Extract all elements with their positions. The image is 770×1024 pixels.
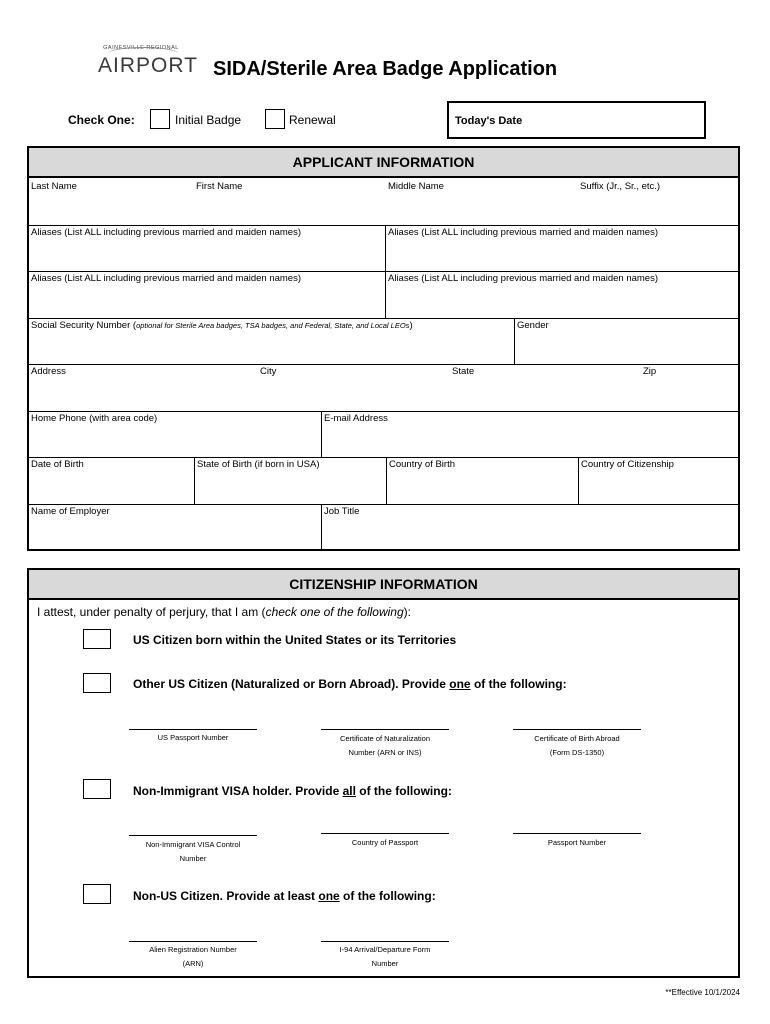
first-name-label: First Name (196, 181, 243, 192)
visa-control-line[interactable] (129, 835, 257, 836)
page-title: SIDA/Sterile Area Badge Application (213, 58, 558, 80)
renewal-checkbox[interactable] (265, 109, 285, 129)
passport-number-label: Passport Number (547, 838, 607, 847)
last-name-label: Last Name (31, 181, 77, 192)
us-born-checkbox[interactable] (83, 629, 111, 649)
city-label: City (260, 366, 277, 377)
birth-abroad-label: Certificate of Birth Abroad (Form DS-1350) (534, 734, 620, 757)
citizenship-heading: CITIZENSHIP INFORMATION (29, 570, 738, 600)
naturalization-label: Certificate of Naturalization Number (ARN or INS) (339, 734, 431, 757)
state-of-birth-label: State of Birth (if born in USA) (197, 459, 320, 470)
visa-holder-checkbox[interactable] (83, 779, 111, 799)
logo-main-text: AIRPORT (98, 54, 198, 77)
zip-label: Zip (643, 366, 657, 377)
initial-badge-checkbox[interactable] (150, 109, 170, 129)
gender-label: Gender (517, 320, 549, 331)
initial-badge-label: Initial Badge (175, 113, 242, 127)
employer-label: Name of Employer (31, 506, 110, 517)
ssn-label: Social Security Number (optional for Sterile Area badges, TSA badges, and Federal, State, and Local LEOs) (31, 320, 413, 331)
dob-label: Date of Birth (31, 459, 84, 470)
country-of-passport-line[interactable] (321, 833, 449, 834)
other-us-citizen-label: Other US Citizen (Naturalized or Born Abroad). Provide one of the following: (133, 677, 567, 691)
country-of-passport-label: Country of Passport (351, 838, 419, 847)
naturalization-line[interactable] (321, 729, 449, 730)
alias-4-label: Aliases (List ALL including previous married and maiden names) (388, 273, 659, 284)
todays-date-field[interactable] (447, 101, 706, 139)
email-label: E-mail Address (324, 413, 388, 424)
i94-line[interactable] (321, 941, 449, 942)
renewal-label: Renewal (289, 113, 336, 127)
suffix-label: Suffix (Jr., Sr., etc.) (580, 181, 661, 192)
job-title-label: Job Title (324, 506, 360, 517)
visa-control-label: Non-Immigrant VISA Control Number (145, 840, 241, 863)
address-label: Address (31, 366, 66, 377)
other-us-citizen-checkbox[interactable] (83, 673, 111, 693)
applicant-section (27, 146, 740, 551)
applicant-heading: APPLICANT INFORMATION (29, 148, 738, 178)
birth-abroad-line[interactable] (513, 729, 641, 730)
alias-1-label: Aliases (List ALL including previous married and maiden names) (31, 227, 302, 238)
citizenship-section (27, 568, 740, 978)
non-us-citizen-checkbox[interactable] (83, 884, 111, 904)
effective-date: **Effective 10/1/2024 (665, 988, 740, 997)
us-born-label: US Citizen born within the United States or its Territories (133, 633, 457, 647)
check-one-label: Check One: (68, 113, 135, 127)
country-of-birth-label: Country of Birth (389, 459, 455, 470)
home-phone-label: Home Phone (with area code) (31, 413, 158, 424)
us-passport-line[interactable] (129, 729, 257, 730)
passport-number-line[interactable] (513, 833, 641, 834)
alias-3-label: Aliases (List ALL including previous married and maiden names) (31, 273, 302, 284)
us-passport-label: US Passport Number (157, 733, 229, 742)
ssn-note: optional for Sterile Area badges, TSA badges, and Federal, State, and Local LEOs (136, 321, 410, 330)
logo-top-text: GAINESVILLE REGIONAL (103, 45, 179, 51)
i94-label: I-94 Arrival/Departure Form Number (339, 945, 431, 968)
alias-2-label: Aliases (List ALL including previous married and maiden names) (388, 227, 659, 238)
country-of-citizenship-label: Country of Citizenship (581, 459, 674, 470)
alien-registration-line[interactable] (129, 941, 257, 942)
visa-holder-label: Non-Immigrant VISA holder. Provide all of the following: (133, 784, 452, 798)
middle-name-label: Middle Name (388, 181, 444, 192)
alien-registration-label: Alien Registration Number (ARN) (149, 945, 237, 968)
todays-date-label: Today's Date (455, 115, 523, 127)
airport-logo (98, 45, 198, 89)
attest-text: I attest, under penalty of perjury, that I am (check one of the following): (37, 605, 411, 619)
non-us-citizen-label: Non-US Citizen. Provide at least one of the following: (133, 889, 436, 903)
state-label: State (452, 366, 475, 377)
